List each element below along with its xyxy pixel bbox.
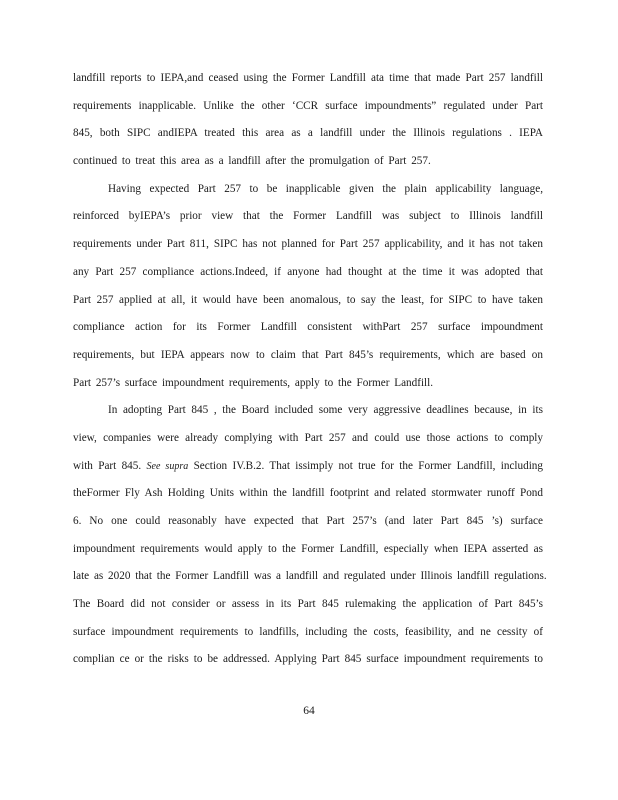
text-line: impoundment requirements would apply to the Former Landfill, especially when IEPA asserted as [73,542,543,555]
text-line: compliance action for its Former Landfill consistent withPart 257 surface impoundment [73,321,543,334]
page-number: 64 [303,705,315,717]
text-line: Part 257 applied at all, it would have been anomalous, to say the least, for SIPC to have taken [73,293,543,306]
text-line: late as 2020 that the Former Landfill was a landfill and regulated under Illinois landfill regulations. [73,570,547,583]
text-line: surface impoundment requirements to landfills, including the costs, feasibility, and ne cessity of [73,625,543,638]
text-line: theFormer Fly Ash Holding Units within the landfill footprint and related stormwater runoff Pond [73,487,543,500]
text-line: Having expected Part 257 to be inapplicable given the plain applicability language, [108,182,543,195]
text-line: complian ce or the risks to be addressed. Applying Part 845 surface impoundment requirements to [73,653,543,666]
text-line: requirements inapplicable. Unlike the other ‘CCR surface impoundments” regulated under Part [73,99,543,112]
text-line: requirements under Part 811, SIPC has not planned for Part 257 applicability, and it has not taken [73,238,543,251]
text-line: any Part 257 compliance actions.Indeed, if anyone had thought at the time it was adopted that [73,265,543,278]
text-line: continued to treat this area as a landfill after the promulgation of Part 257. [73,155,431,168]
citation-signal: See supra [146,460,189,472]
body-text [73,71,547,680]
line-text-before-citation: with Part 845. [73,459,142,472]
text-line: In adopting Part 845 , the Board included some very aggressive deadlines because, in its [108,404,543,417]
text-line: 845, both SIPC andIEPA treated this area as a landfill under the Illinois regulations . IEPA [73,127,543,140]
text-line: requirements, but IEPA appears now to claim that Part 845’s requirements, which are based on [73,348,543,361]
text-line [73,459,543,487]
text-line: view, companies were already complying with Part 257 and could use those actions to comply [73,431,543,444]
text-line: landfill reports to IEPA,and ceased using the Former Landfill ata time that made Part 257 landfill [73,72,543,84]
line-text-after-citation: Section IV.B.2. That issimply not true for the Former Landfill, including [193,459,543,472]
text-line: The Board did not consider or assess in its Part 845 rulemaking the application of Part 845’s [73,598,543,611]
text-line: Part 257’s surface impoundment requirements, apply to the Former Landfill. [73,376,434,389]
text-line: 6. No one could reasonably have expected that Part 257’s (and later Part 845 ’s) surface [73,515,543,527]
text-line: reinforced byIEPA’s prior view that the Former Landfill was subject to Illinois landfill [73,210,543,223]
